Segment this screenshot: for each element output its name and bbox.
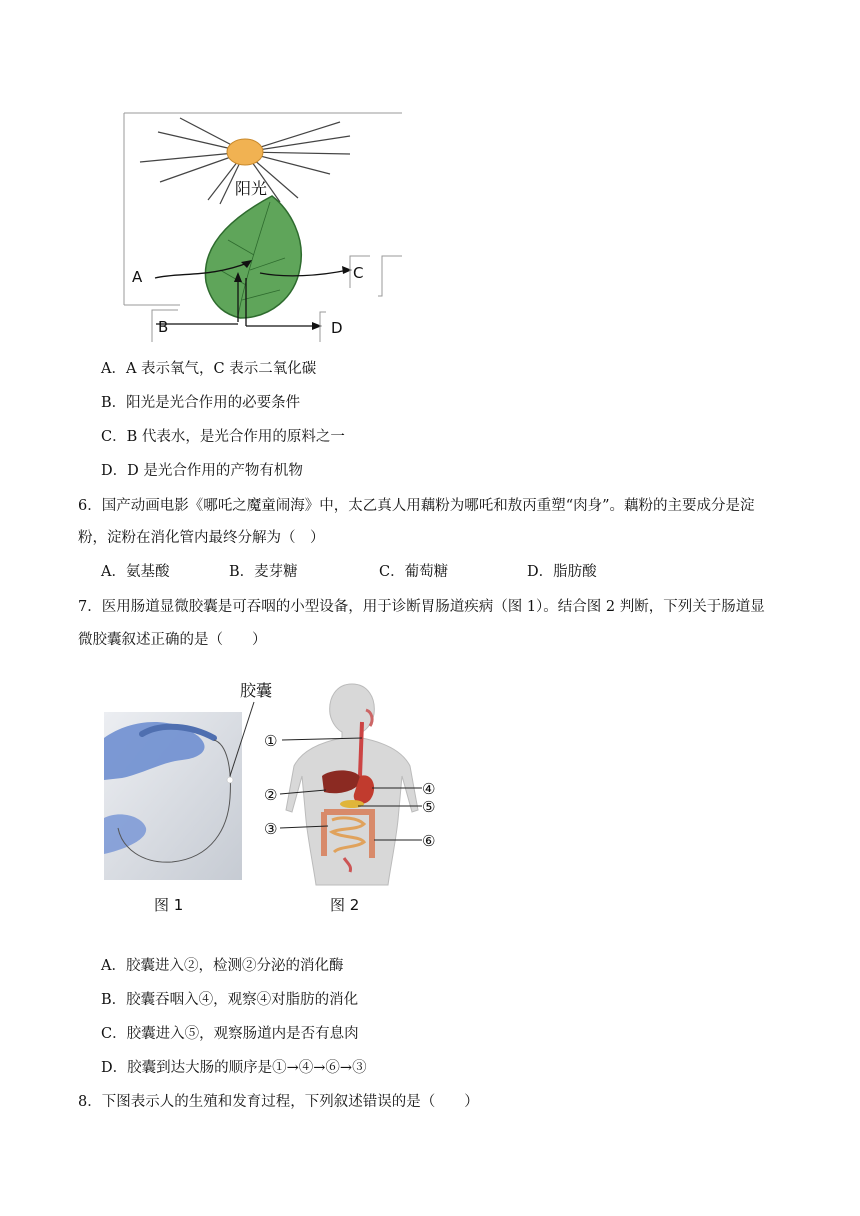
q6-stem-line2: 粉，淀粉在消化管内最终分解为（ ） xyxy=(78,530,325,546)
q5-option-c: C．B 代表水，是光合作用的原料之一 xyxy=(101,429,345,445)
label-d: D xyxy=(331,319,343,337)
q6-option-d: D．脂肪酸 xyxy=(527,564,597,580)
label-a: A xyxy=(132,268,143,286)
q6-option-c: C．葡萄糖 xyxy=(379,564,449,580)
q7-option-d: D．胶囊到达大肠的顺序是①→④→⑥→③ xyxy=(101,1060,367,1076)
sun-label: 阳光 xyxy=(235,179,268,198)
capsule-label: 胶囊 xyxy=(240,681,273,700)
marker-4: ④ xyxy=(422,780,436,798)
q7-option-a: A．胶囊进入②，检测②分泌的消化酶 xyxy=(101,958,344,974)
marker-2: ② xyxy=(264,786,278,804)
digestive-system-diagram xyxy=(262,680,442,885)
q5-option-a: A．A 表示氧气，C 表示二氧化碳 xyxy=(101,361,317,377)
q6-option-a: A．氨基酸 xyxy=(101,564,170,580)
q7-stem-line2: 微胶囊叙述正确的是（ ） xyxy=(78,632,267,648)
label-b: B xyxy=(158,318,169,336)
capsule-photo xyxy=(102,678,273,882)
fig2-caption: 图 2 xyxy=(330,896,360,914)
marker-3: ③ xyxy=(264,820,278,838)
q7-option-b: B．胶囊吞咽入④，观察④对脂肪的消化 xyxy=(101,992,359,1008)
fig1-caption: 图 1 xyxy=(154,896,184,914)
label-c: C xyxy=(353,264,364,282)
leaf-diagram xyxy=(120,110,410,350)
marker-6: ⑥ xyxy=(422,832,436,850)
q6-option-b: B．麦芽糖 xyxy=(229,564,298,580)
q7-option-c: C．胶囊进入⑤，观察肠道内是否有息肉 xyxy=(101,1026,359,1042)
marker-1: ① xyxy=(264,732,278,750)
q5-option-b: B．阳光是光合作用的必要条件 xyxy=(101,395,301,411)
q5-option-d: D．D 是光合作用的产物有机物 xyxy=(101,463,303,479)
marker-5: ⑤ xyxy=(422,798,436,816)
q6-stem-line1: 6．国产动画电影《哪吒之魔童闹海》中，太乙真人用藕粉为哪吒和敖丙重塑“肉身”。藕粉的主要成分是淀 xyxy=(78,498,755,514)
q8-stem-line1: 8．下图表示人的生殖和发育过程，下列叙述错误的是（ ） xyxy=(78,1094,479,1110)
q7-stem-line1: 7．医用肠道显微胶囊是可吞咽的小型设备，用于诊断胃肠道疾病（图 1）。结合图 2 判断，下列关于肠道显 xyxy=(78,599,765,615)
